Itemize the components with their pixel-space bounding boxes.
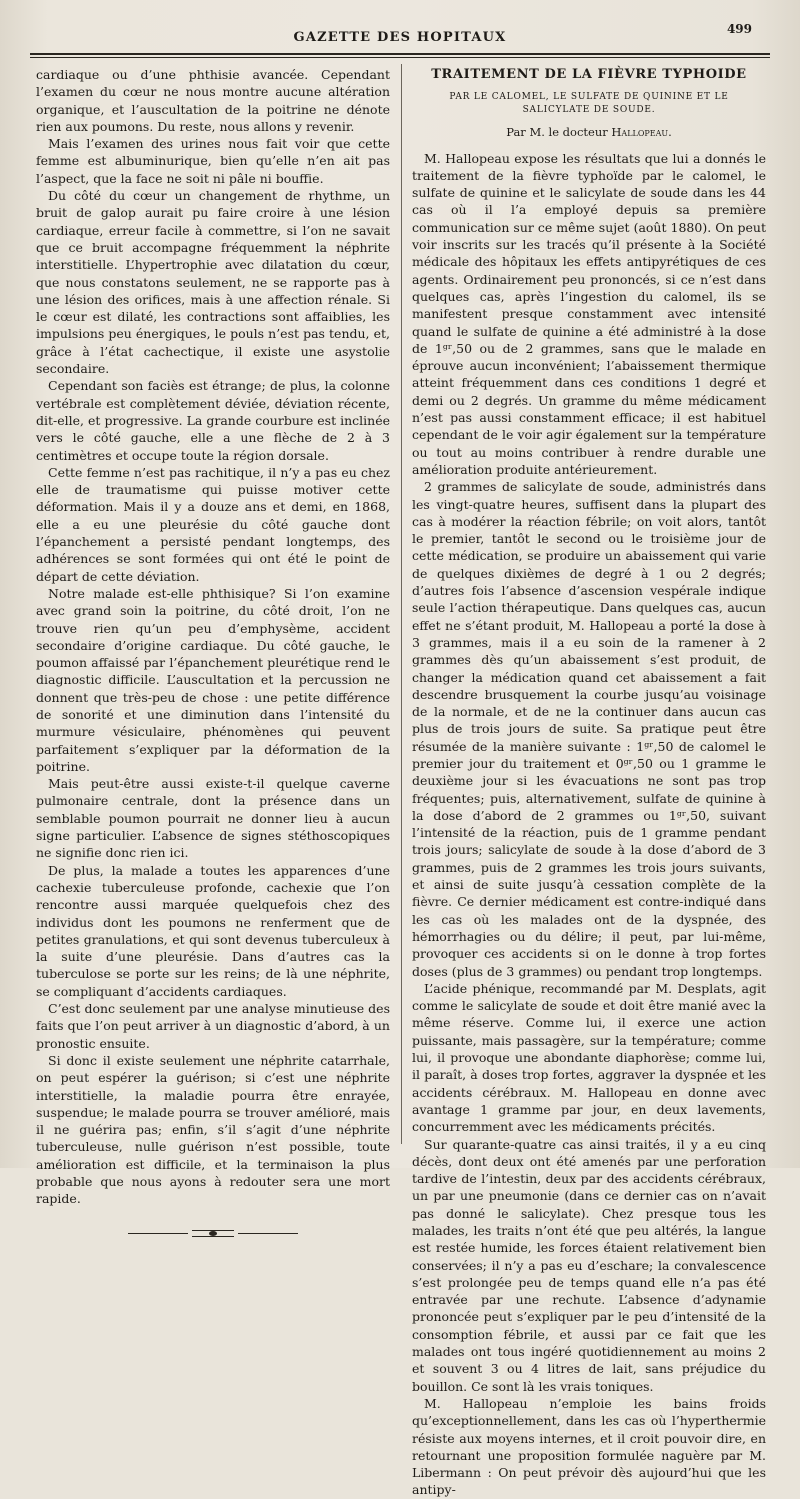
paragraph: Sur quarante-quatre cas ainsi traités, il y a eu cinq décès, dont deux ont été amenés par une perforation tardive de l’intestin, deux par des accidents cérébraux, un par une pneumonie (dans ce dernier cas on n’avait pas donné le salicylate). Chez presque tous les malades, les traits n’ont été que peu altérés, la langue est restée humide, les forces étaient relativement bien conservées; il n’y a pas eu d’eschare; la convalescence s’est prolongée peu de temps quand elle n’a pas été entravée par une rechute. L’absence d’adynamie prononcée peut s’expliquer par le peu d’intensité de la consomption fébrile, et aussi par ce fait que les malades ont tous ingéré quotidiennement au moins 2 et souvent 3 ou 4 litres de lait, sans préjudice du bouillon. Ce sont là les vrais toniques.	[412, 1136, 766, 1394]
paragraph: Du côté du cœur un changement de rhythme, un bruit de galop aurait pu faire croire à une lésion cardiaque, erreur facile à commettre, si l’on ne savait que ce bruit accompagne fréquemment la néphrite interstitielle. L’hypertrophie avec dilatation du cœur, que nous constatons seulement, ne se rapporte pas à une lésion des orifices, mais à une affection rénale. Si le cœur est dilaté, les contractions sont affaiblies, les impulsions peu énergiques, le pouls n’est pas tendu, et, grâce à l’état cachectique, il existe une asystolie secondaire.	[36, 188, 390, 377]
right-column	[412, 66, 766, 1499]
author-name: Hallopeau.	[611, 125, 672, 140]
author-prefix: Par M. le docteur	[506, 125, 612, 140]
paragraph: Mais l’examen des urines nous fait voir que cette femme est albuminurique, bien qu’elle n’en ait pas l’aspect, que la face ne soit ni pâle ni bouffie.	[36, 136, 390, 186]
paragraph: 2 grammes de salicylate de soude, administrés dans les vingt-quatre heures, suffisent dans la plupart des cas à modérer la réaction fébrile; on voit alors, tantôt le premier, tantôt le second ou le troisième jour de cette médication, se produire un abaissement qui varie de quelques dixièmes de degré à 1 ou 2 degrés; d’autres fois l’absence d’ascension vespérale indique seule l’action thérapeutique. Dans quelques cas, aucun effet ne s’étant produit, M. Hallopeau a porté la dose à 3 grammes, mais il a eu soin de la ramener à 2 grammes dès qu’un abaissement s’est produit, de changer la médication quand cet abaissement a fait descendre brusquement la courbe jusqu’au voisinage de la normale, et de ne la continuer dans aucun cas plus de trois jours de suite. Sa pratique peut être résumée de la manière suivante : 1ᵍʳ,50 de calomel le premier jour du traitement et 0ᵍʳ,50 ou 1 gramme le deuxième jour si les évacuations ne sont pas trop fréquentes; puis, alternativement, sulfate de quinine à la dose d’abord de 2 grammes ou 1ᵍʳ,50, suivant l’intensité de la réaction, puis de 1 gramme pendant trois jours; salicylate de soude à la dose d’abord de 3 grammes, puis de 2 grammes les trois jours suivants, et ainsi de suite jusqu’à cessation complète de la fièvre. Ce dernier médicament est contre-indiqué dans les cas où les malades ont de la dyspnée, des hémorrhagies ou du délire; il peut, par lui-même, provoquer ces accidents si on le donne à trop fortes doses (plus de 3 grammes) ou pendant trop longtemps.	[412, 479, 766, 979]
running-title: GAZETTE DES HOPITAUX	[293, 30, 507, 45]
paragraph: Mais peut-être aussi existe-t-il quelque caverne pulmonaire centrale, dont la présence dans un semblable poumon pourrait ne donner lieu à aucun signe particulier. L’absence de signes stéthoscopiques ne signifie donc rien ici.	[36, 776, 390, 861]
page-header	[30, 22, 770, 52]
left-column	[36, 66, 390, 1238]
column-divider	[401, 64, 402, 1144]
article-subtitle: PAR LE CALOMEL, LE SULFATE DE QUININE ET LE SALICYLATE DE SOUDE.	[449, 92, 729, 116]
paragraph: M. Hallopeau n’emploie les bains froids qu’exceptionnellement, dans les cas où l’hyperthermie résiste aux moyens internes, et il croit pouvoir dire, en retournant une proposition formulée naguère par M. Libermann : On peut prévoir dès aujourd’hui que les antipy-	[412, 1395, 766, 1498]
header-rule	[30, 53, 770, 58]
paragraph: Si donc il existe seulement une néphrite catarrhale, on peut espérer la guérison; si c’est une néphrite interstitielle, la maladie pourra être enrayée, suspendue; le malade pourra se trouver amélioré, mais il ne guérira pas; enfin, s’il s’agit d’une néphrite tuberculeuse, nulle guérison n’est possible, toute amélioration est difficile, et la terminaison la plus probable que nous ayons à redouter sera une mort rapide.	[36, 1052, 390, 1207]
paragraph: L’acide phénique, recommandé par M. Desplats, agit comme le salicylate de soude et doit être manié avec la même réserve. Comme lui, il exerce une action puissante, mais passagère, sur la température; comme lui, il provoque une abondante diaphorèse; comme lui, il paraît, à doses trop fortes, aggraver la dyspnée et les accidents cérébraux. M. Hallopeau en donne avec avantage 1 gramme par jour, en deux lavements, concurremment avec les médicaments précités.	[412, 980, 766, 1135]
paragraph: cardiaque ou d’une phthisie avancée. Cependant l’examen du cœur ne nous montre aucune altération organique, et l’auscultation de la poitrine ne dénote rien aux poumons. Du reste, nous allons y revenir.	[36, 67, 390, 134]
paragraph: C’est donc seulement par une analyse minutieuse des faits que l’on peut arriver à un diagnostic d’abord, à un pronostic ensuite.	[36, 1001, 390, 1051]
paragraph: Cette femme n’est pas rachitique, il n’y a pas eu chez elle de traumatisme qui puisse motiver cette déformation. Mais il y a douze ans et demi, en 1868, elle a eu une pleurésie du côté gauche dont l’épanchement a persisté pendant longtemps, des adhérences se sont formées qui ont été le point de départ de cette déviation.	[36, 464, 390, 584]
article-title: TRAITEMENT DE LA FIÈVRE TYPHOIDE	[431, 67, 747, 82]
paragraph: Notre malade est-elle phthisique? Si l’on examine avec grand soin la poitrine, du côté droit, l’on ne trouve rien qu’un peu d’emphysème, accident secondaire d’origine cardiaque. Du côté gauche, le poumon affaissé par l’épanchement pleurétique rend le diagnostic difficile. L’auscultation et la percussion ne donnent que très-peu de chose : une petite différence de sonorité et une diminution dans l’intensité du murmure vésiculaire, phénomènes qui peuvent parfaitement s’expliquer par la déformation de la poitrine.	[36, 585, 390, 774]
article-author	[412, 124, 766, 141]
paragraph: De plus, la malade a toutes les apparences d’une cachexie tuberculeuse profonde, cachexie que l’on rencontre aussi marquée quelquefois chez des individus dont les poumons ne renferment que de petites granulations, et qui sont devenus tuberculeux à la suite d’une pleurésie. Dans d’autres cas la tuberculose se porte sur les reins; de là une néphrite, se compliquant d’accidents cardiaques.	[36, 862, 390, 999]
end-ornament	[128, 1230, 298, 1238]
paragraph: M. Hallopeau expose les résultats que lui a donnés le traitement de la fièvre typhoïde par le calomel, le sulfate de quinine et le salicylate de soude dans les 44 cas où il l’a employé depuis sa première communication sur ce même sujet (août 1880). On peut voir inscrits sur les tracés qu’il présente à la Société médicale des hôpitaux les effets antipyrétiques de ces agents. Ordinairement peu prononcés, si ce n’est dans quelques cas, après l’ingestion du calomel, ils se manifestent presque constamment avec intensité quand le sulfate de quinine a été administré à la dose de 1ᵍʳ,50 ou de 2 grammes, sans que le malade en éprouve aucun inconvénient; l’abaissement thermique atteint fréquemment dans ces conditions 1 degré et demi ou 2 degrés. Un gramme du même médicament n’est pas aussi constamment efficace; il est habituel cependant de le voir agir également sur la température ou tout au moins contribuer à rendre durable une amélioration produite antérieurement.	[412, 150, 766, 477]
paragraph: Cependant son faciès est étrange; de plus, la colonne vertébrale est complètement déviée, déviation récente, dit-elle, et progressive. La grande courbure est inclinée vers le côté gauche, elle a une flèche de 2 à 3 centimètres et occupe toute la région dorsale.	[36, 378, 390, 463]
page-number: 499	[726, 22, 752, 36]
